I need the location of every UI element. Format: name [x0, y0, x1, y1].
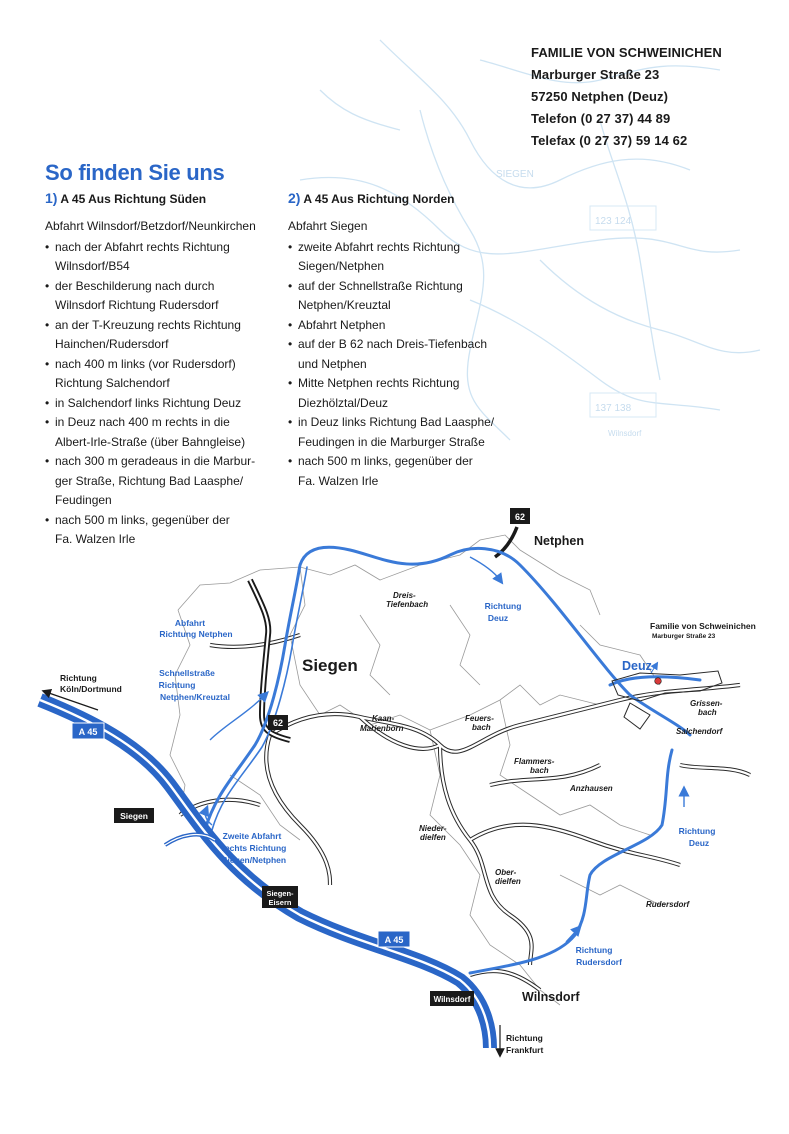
- label-schnellstrasse: Netphen/Kreuztal: [160, 692, 230, 702]
- place-siegen: Siegen: [302, 656, 358, 675]
- list-item: • Mitte Netphen rechts Richtung Diezhölztal/Deuz: [288, 374, 528, 413]
- route-south-number: 1): [45, 190, 58, 206]
- list-item: • an der T-Kreuzung rechts Richtung Hainchen/Rudersdorf: [45, 316, 285, 355]
- label-richtung-deuz-top: Deuz: [487, 613, 509, 623]
- sign-a45-bottom-text: A 45: [384, 935, 404, 945]
- label-frankfurt: Richtung: [506, 1033, 543, 1043]
- route-north-heading: [288, 190, 454, 206]
- sign-wilnsdorf-text: Wilnsdorf: [433, 995, 471, 1004]
- sign-a45-top: [72, 723, 104, 739]
- sign-b62-mid-text: 62: [272, 718, 284, 728]
- place-kaan-marienborn: Kaan-: [372, 714, 395, 723]
- background-map-square: 137 138: [595, 403, 632, 414]
- label-schnellstrasse: Schnellstraße: [159, 668, 215, 678]
- sign-b62-top-text: 62: [514, 512, 526, 522]
- svg-text:Siegen-: Siegen-: [266, 889, 294, 898]
- sign-siegen-text: Siegen: [120, 811, 148, 821]
- contact-street: Marburger Straße 23: [531, 67, 660, 82]
- label-frankfurt: Frankfurt: [506, 1045, 544, 1055]
- place-dreis-tiefenbach: Dreis-: [393, 591, 416, 600]
- list-item: • nach 500 m links, gegenüber der Fa. Walzen Irle: [288, 452, 528, 491]
- list-item: • in Deuz nach 400 m rechts in die Albert-Irle-Straße (über Bahngleise): [45, 413, 285, 452]
- list-item: • auf der Schnellstraße Richtung Netphen/Kreuztal: [288, 277, 528, 316]
- contact-name: FAMILIE VON SCHWEINICHEN: [531, 45, 722, 60]
- route-south-intro: Abfahrt Wilnsdorf/Betzdorf/Neunkirchen: [45, 219, 256, 233]
- route-south-heading: [45, 190, 206, 206]
- place-oberdielfen: Ober-: [495, 868, 517, 877]
- contact-fax: Telefax (0 27 37) 59 14 62: [531, 133, 688, 148]
- list-item: • Abfahrt Netphen: [288, 316, 528, 336]
- place-grissenbach: Grissen-: [690, 699, 723, 708]
- place-deuz: Deuz: [622, 659, 652, 673]
- place-wilnsdorf: Wilnsdorf: [522, 990, 580, 1004]
- route-north-steps: [288, 238, 528, 492]
- sign-wilnsdorf: [430, 991, 474, 1006]
- route-south-title: A 45 Aus Richtung Süden: [60, 192, 207, 206]
- label-richtung-deuz-bottom: Richtung: [678, 826, 716, 836]
- place-niederdielfen: dielfen: [420, 833, 446, 842]
- label-zweite-abfahrt: Siegen/Netphen: [221, 855, 287, 865]
- place-dreis-tiefenbach: Tiefenbach: [386, 600, 429, 609]
- place-feuersbach: Feuers-: [465, 714, 494, 723]
- route-north-intro: Abfahrt Siegen: [288, 219, 368, 233]
- list-item: • nach 400 m links (vor Rudersdorf) Richtung Salchendorf: [45, 355, 285, 394]
- label-richtung-deuz-bottom: Deuz: [688, 838, 710, 848]
- list-item: • in Deuz links Richtung Bad Laasphe/ Feudingen in die Marburger Straße: [288, 413, 528, 452]
- destination-name: Familie von Schweinichen: [650, 621, 756, 631]
- label-zweite-abfahrt: Zweite Abfahrt: [222, 831, 282, 841]
- contact-city: 57250 Netphen (Deuz): [531, 89, 669, 104]
- contact-phone: Telefon (0 27 37) 44 89: [531, 111, 671, 126]
- place-flammersbach: Flammers-: [514, 757, 555, 766]
- route-north-title: A 45 Aus Richtung Norden: [303, 192, 455, 206]
- svg-text:Eisern: Eisern: [268, 898, 292, 907]
- place-anzhausen: Anzhausen: [570, 784, 613, 793]
- destination-marker: [655, 678, 662, 685]
- background-map-square: 123 124: [595, 216, 632, 227]
- list-item: • nach 300 m geradeaus in die Marbur- ger Straße, Richtung Bad Laasphe/ Feudingen: [45, 452, 285, 511]
- label-zweite-abfahrt: rechts Richtung: [221, 843, 287, 853]
- sign-b62-top: [510, 508, 530, 524]
- route-north-directions: [288, 217, 528, 491]
- place-netphen: Netphen: [534, 534, 584, 548]
- sign-a45-top-text: A 45: [78, 727, 98, 737]
- route-map: [0, 495, 789, 1075]
- list-item: • zweite Abfahrt rechts Richtung Siegen/Netphen: [288, 238, 528, 277]
- label-koeln: Richtung: [60, 673, 97, 683]
- label-richtung-deuz-top: Richtung: [484, 601, 522, 611]
- background-map-place: SIEGEN: [496, 169, 534, 180]
- sign-b62-mid: [268, 715, 288, 730]
- label-netphen-exit: Richtung Netphen: [159, 629, 233, 639]
- list-item: • nach der Abfahrt rechts Richtung Wilnsdorf/B54: [45, 238, 285, 277]
- list-item: • in Salchendorf links Richtung Deuz: [45, 394, 285, 414]
- place-rudersdorf: Rudersdorf: [646, 900, 690, 909]
- sign-a45-bottom: [378, 931, 410, 947]
- place-oberdielfen: dielfen: [495, 877, 521, 886]
- place-feuersbach: bach: [472, 723, 491, 732]
- sign-siegen: [114, 808, 154, 823]
- contact-block: [531, 42, 722, 152]
- place-grissenbach: bach: [698, 708, 717, 717]
- place-salchendorf: Salchendorf: [676, 727, 723, 736]
- label-schnellstrasse: Richtung: [158, 680, 196, 690]
- sign-siegen-eisern: [262, 886, 298, 908]
- background-map-town: Wilnsdorf: [608, 429, 642, 438]
- place-flammersbach: bach: [530, 766, 549, 775]
- label-koeln: Köln/Dortmund: [60, 684, 122, 694]
- list-item: • der Beschilderung nach durch Wilnsdorf Richtung Rudersdorf: [45, 277, 285, 316]
- list-item: • nach 500 m links, gegenüber der Fa. Walzen Irle: [45, 511, 285, 550]
- label-netphen-exit: Abfahrt: [174, 618, 206, 628]
- page-title: So finden Sie uns: [45, 160, 225, 185]
- label-richtung-rudersdorf: Richtung: [575, 945, 613, 955]
- label-richtung-rudersdorf: Rudersdorf: [576, 957, 622, 967]
- place-kaan-marienborn: Marienborn: [360, 724, 404, 733]
- list-item: • auf der B 62 nach Dreis-Tiefenbach und Netphen: [288, 335, 528, 374]
- place-niederdielfen: Nieder-: [419, 824, 447, 833]
- destination-address: Marburger Straße 23: [652, 633, 716, 640]
- route-north-number: 2): [288, 190, 301, 206]
